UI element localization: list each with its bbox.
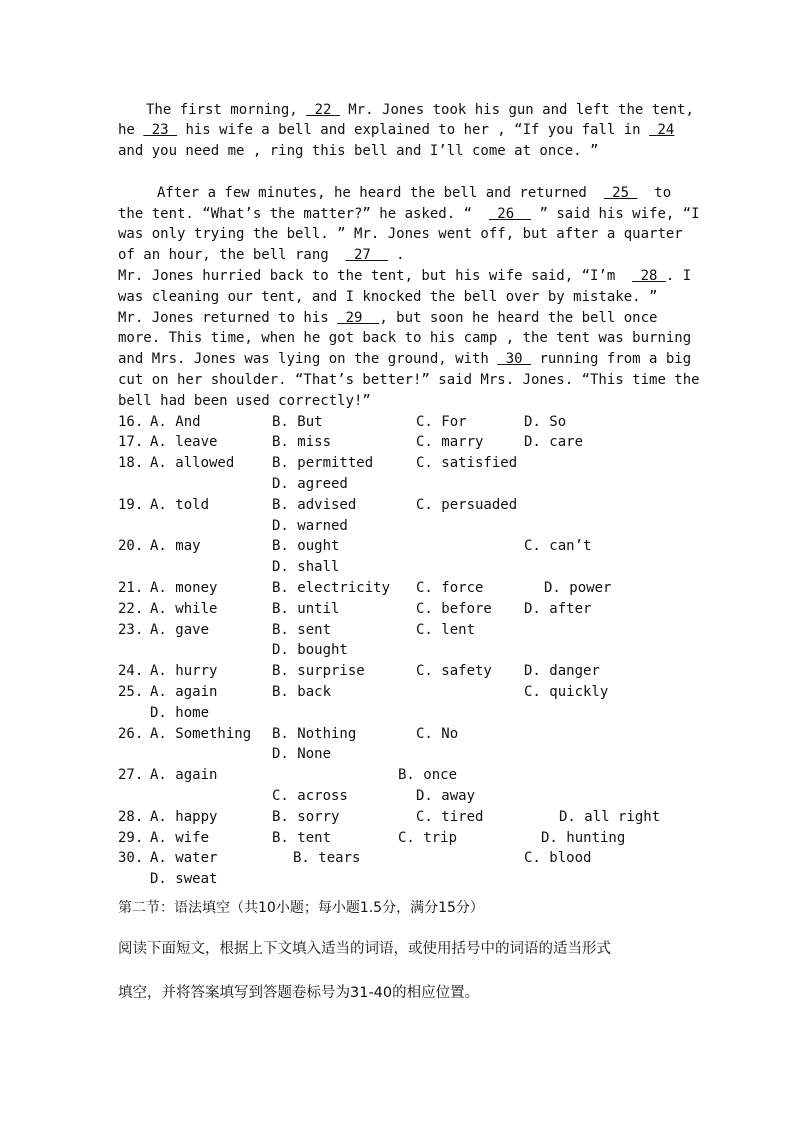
blank-30: 30 [497,351,532,367]
option-a[interactable]: A. may [150,538,201,554]
blank-26: 26 [488,206,532,222]
option-b[interactable]: B. permitted [272,455,374,471]
option-d[interactable]: D. hunting [541,830,626,846]
option-a[interactable]: A. again [150,767,218,783]
option-c[interactable]: C. quickly [524,684,609,700]
question-number: 30. [118,850,144,866]
option-d[interactable]: D. danger [524,663,600,679]
question-number: 29. [118,830,144,846]
option-a[interactable]: A. happy [150,809,218,825]
option-c[interactable]: C. safety [416,663,492,679]
option-b[interactable]: B. tent [272,830,332,846]
question-number: 22. [118,601,144,617]
option-a[interactable]: A. leave [150,434,218,450]
question-number: 28. [118,809,144,825]
option-b[interactable]: B. But [272,414,323,430]
option-d[interactable]: D. warned [272,518,348,534]
section-title: 第二节：语法填空（共10小题；每小题1.5分，满分15分） [118,900,484,916]
option-b[interactable]: B. electricity [272,580,391,596]
option-c[interactable]: C. across [272,788,348,804]
option-b[interactable]: B. until [272,601,340,617]
option-b[interactable]: B. once [398,767,458,783]
option-c[interactable]: C. satisfied [416,455,518,471]
option-c[interactable]: C. persuaded [416,497,518,513]
option-c[interactable]: C. force [416,580,484,596]
passage-line: and you need me , ring this bell and I’ll come at once. ” [118,143,599,159]
option-c[interactable]: C. trip [398,830,458,846]
passage-line: was cleaning our tent, and I knocked the bell over by mistake. ” [118,289,658,305]
option-d[interactable]: D. away [416,788,476,804]
option-a[interactable]: A. gave [150,622,210,638]
option-a[interactable]: A. told [150,497,210,513]
blank-27: 27 [345,247,388,263]
option-b[interactable]: B. ought [272,538,340,554]
option-c[interactable]: C. tired [416,809,484,825]
option-c[interactable]: C. can’t [524,538,592,554]
passage-line: and Mrs. Jones was lying on the ground, with 30 running from a big [118,351,692,367]
option-a[interactable]: A. wife [150,830,210,846]
passage-line: more. This time, when he got back to his camp , the tent was burning [118,330,692,346]
passage-line: Mr. Jones hurried back to the tent, but his wife said, “I’m 28 . I [118,268,692,284]
option-a[interactable]: A. hurry [150,663,218,679]
option-b[interactable]: B. sorry [272,809,340,825]
blank-25: 25 [603,185,638,201]
option-a[interactable]: A. water [150,850,218,866]
option-c[interactable]: C. marry [416,434,484,450]
option-b[interactable]: B. back [272,684,332,700]
option-b[interactable]: B. sent [272,622,332,638]
passage-line: cut on her shoulder. “That’s better!” said Mrs. Jones. “This time the [118,372,700,388]
question-number: 18. [118,455,144,471]
question-number: 19. [118,497,144,513]
option-d[interactable]: D. home [150,705,210,721]
section-instruction: 填空，并将答案填写到答题卷标号为31-40的相应位置。 [118,985,480,1001]
option-b[interactable]: B. miss [272,434,332,450]
section-instruction: 阅读下面短文，根据上下文填入适当的词语，或使用括号中的词语的适当形式 [118,941,611,957]
passage-line: he 23 his wife a bell and explained to her , “If you fall in 24 [118,122,675,138]
option-b[interactable]: B. surprise [272,663,365,679]
option-a[interactable]: A. while [150,601,218,617]
question-number: 23. [118,622,144,638]
passage-line: the tent. “What’s the matter?” he asked. “ 26 ” said his wife, “I [118,206,700,222]
blank-28: 28 [632,268,666,284]
question-number: 16. [118,414,144,430]
option-b[interactable]: B. Nothing [272,726,357,742]
option-d[interactable]: D. So [524,414,567,430]
option-d[interactable]: D. care [524,434,584,450]
blank-23: 23 [143,122,178,138]
blank-29: 29 [337,310,380,326]
option-a[interactable]: A. And [150,414,201,430]
passage-line: The first morning, 22 Mr. Jones took his gun and left the tent, [146,102,694,118]
question-number: 20. [118,538,144,554]
option-b[interactable]: B. advised [272,497,357,513]
passage-line: of an hour, the bell rang 27 . [118,247,405,263]
option-d[interactable]: D. power [544,580,612,596]
question-number: 17. [118,434,144,450]
question-number: 26. [118,726,144,742]
option-d[interactable]: D. after [524,601,592,617]
question-number: 27. [118,767,144,783]
question-number: 21. [118,580,144,596]
option-d[interactable]: D. bought [272,642,348,658]
passage-line: After a few minutes, he heard the bell and returned 25 to [157,185,672,201]
option-a[interactable]: A. Something [150,726,252,742]
option-d[interactable]: D. all right [559,809,661,825]
option-d[interactable]: D. shall [272,559,340,575]
option-b[interactable]: B. tears [293,850,361,866]
passage-line: bell had been used correctly!” [118,393,371,409]
option-d[interactable]: D. None [272,746,332,762]
option-c[interactable]: C. For [416,414,467,430]
passage-line: was only trying the bell. ” Mr. Jones went off, but after a quarter [118,226,683,242]
option-a[interactable]: A. again [150,684,218,700]
blank-22: 22 [306,102,340,118]
blank-24: 24 [649,122,675,138]
option-d[interactable]: D. agreed [272,476,348,492]
option-c[interactable]: C. blood [524,850,592,866]
option-c[interactable]: C. before [416,601,492,617]
question-number: 24. [118,663,144,679]
option-c[interactable]: C. No [416,726,459,742]
option-c[interactable]: C. lent [416,622,476,638]
passage-line: Mr. Jones returned to his 29 , but soon he heard the bell once [118,310,658,326]
option-a[interactable]: A. allowed [150,455,235,471]
option-d[interactable]: D. sweat [150,871,218,887]
question-number: 25. [118,684,144,700]
option-a[interactable]: A. money [150,580,218,596]
